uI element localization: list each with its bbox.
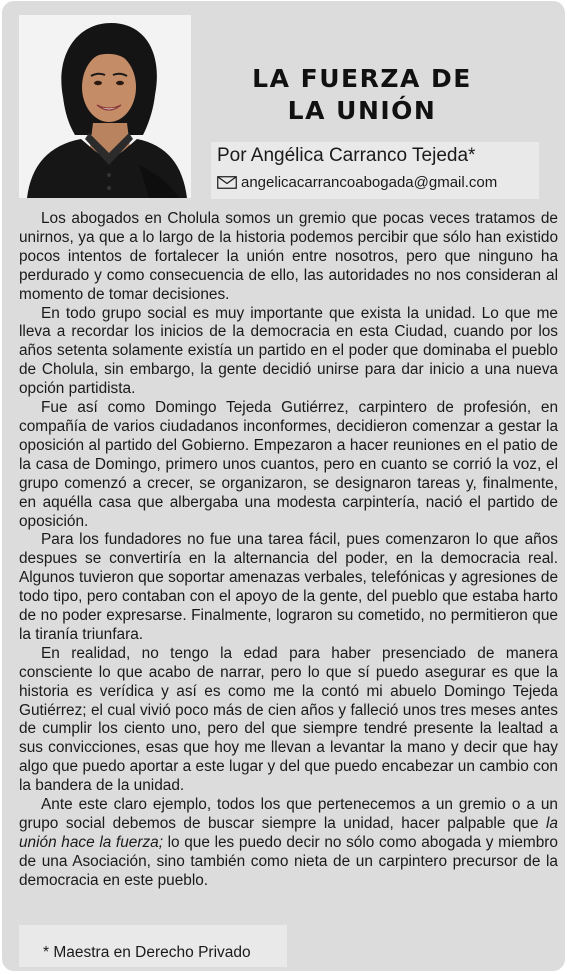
paragraph-1: Los abogados en Cholula somos un gremio que pocas veces tratamos de unirnos, ya que a lo largo de la historia podemos percibir que sólo han existido pocos intentos de fortalecer la unión entre nosotros, pero que ninguno ha perdurado y como consecuencia de ello, las autoridades no nos consideran al momento de tomar decisiones. (19, 210, 558, 303)
title-line-1: LA FUERZA DE (252, 64, 472, 93)
article-body (19, 210, 558, 891)
paragraph-4: Para los fundadores no fue una tarea fácil, pues comenzaron lo que años despues se convertiría en la alternancia del poder, en la democracia real. Algunos tuvieron que soportar amenazas verbales, telefónicas y agresiones de todo tipo, pero contaban con el apoyo de la gente, del pueblo que estaba harto de no poder expresarse. Finalmente, lograron su cometido, no permitieron que la tiranía triunfara. (19, 531, 558, 643)
paragraph-2: En todo grupo social es muy importante que exista la unidad. Lo que me lleva a recordar los inicios de la democracia en esta Ciudad, cuando por los años setenta solamente existía un partido en el poder que dominaba el pueblo de Cholula, sin embargo, la gente decidió unirse para dar inicio a una nueva opción partidista. (19, 304, 558, 398)
author-name: Por Angélica Carranco Tejeda* (217, 145, 476, 166)
email-row (217, 174, 497, 191)
paragraph-6-start: Ante este claro ejemplo, todos los que pertenecemos a un gremio o a un grupo social debemos de buscar siempre la unidad, hacer palpable que (19, 796, 558, 832)
author-footnote: * Maestra en Derecho Privado (43, 944, 251, 961)
author-photo (19, 15, 191, 198)
author-email: angelicacarrancoabogada@gmail.com (241, 174, 498, 191)
article-title (212, 63, 512, 127)
paragraph-5: En realidad, no tengo la edad para haber presenciado de manera consciente lo que acabo de narrar, pero lo que sí puedo asegurar es que la historia es verídica y así es como me la contó mi abuelo Domingo Tejeda Gutiérrez; el cual vivió poco más de cien años y falleció unos tres meses antes de cumplir los ciento uno, pero del que siempre tendré presente la lealtad a sus convicciones, esas que hoy me llevan a levantar la mano y decir que hay algo que puedo aportar a este lugar y del que puedo encabezar un cambio con la bandera de la unidad. (19, 644, 558, 795)
footnote-box (19, 925, 287, 967)
title-line-2: LA UNIÓN (287, 96, 437, 125)
paragraph-6 (19, 796, 558, 891)
author-portrait-image (19, 15, 191, 198)
paragraph-6-quote: la unión hace la fuerza; (19, 815, 558, 851)
byline (211, 142, 539, 199)
envelope-icon (217, 176, 237, 189)
paragraph-3: Fue así como Domingo Tejeda Gutiérrez, carpintero de profesión, en compañía de varios ciudadanos inconformes, decidieron comenzar a gestar la oposición al partido del Gobierno. Empezaron a hacer reuniones en el patio de la casa de Domingo, primero unos cuantos, pero en cuanto se corrió la voz, el grupo comenzó a crecer, se organizaron, se designaron tareas y, finalmente, en aquélla casa que albergaba una modesta carpintería, nació el partido de oposición. (19, 399, 558, 530)
article-page (2, 1, 565, 971)
paragraph-6-end: lo que les puedo decir no sólo como abogada y miembro de una Asociación, sino también como nieta de un carpintero precursor de la democracia en este pueblo. (19, 833, 558, 889)
